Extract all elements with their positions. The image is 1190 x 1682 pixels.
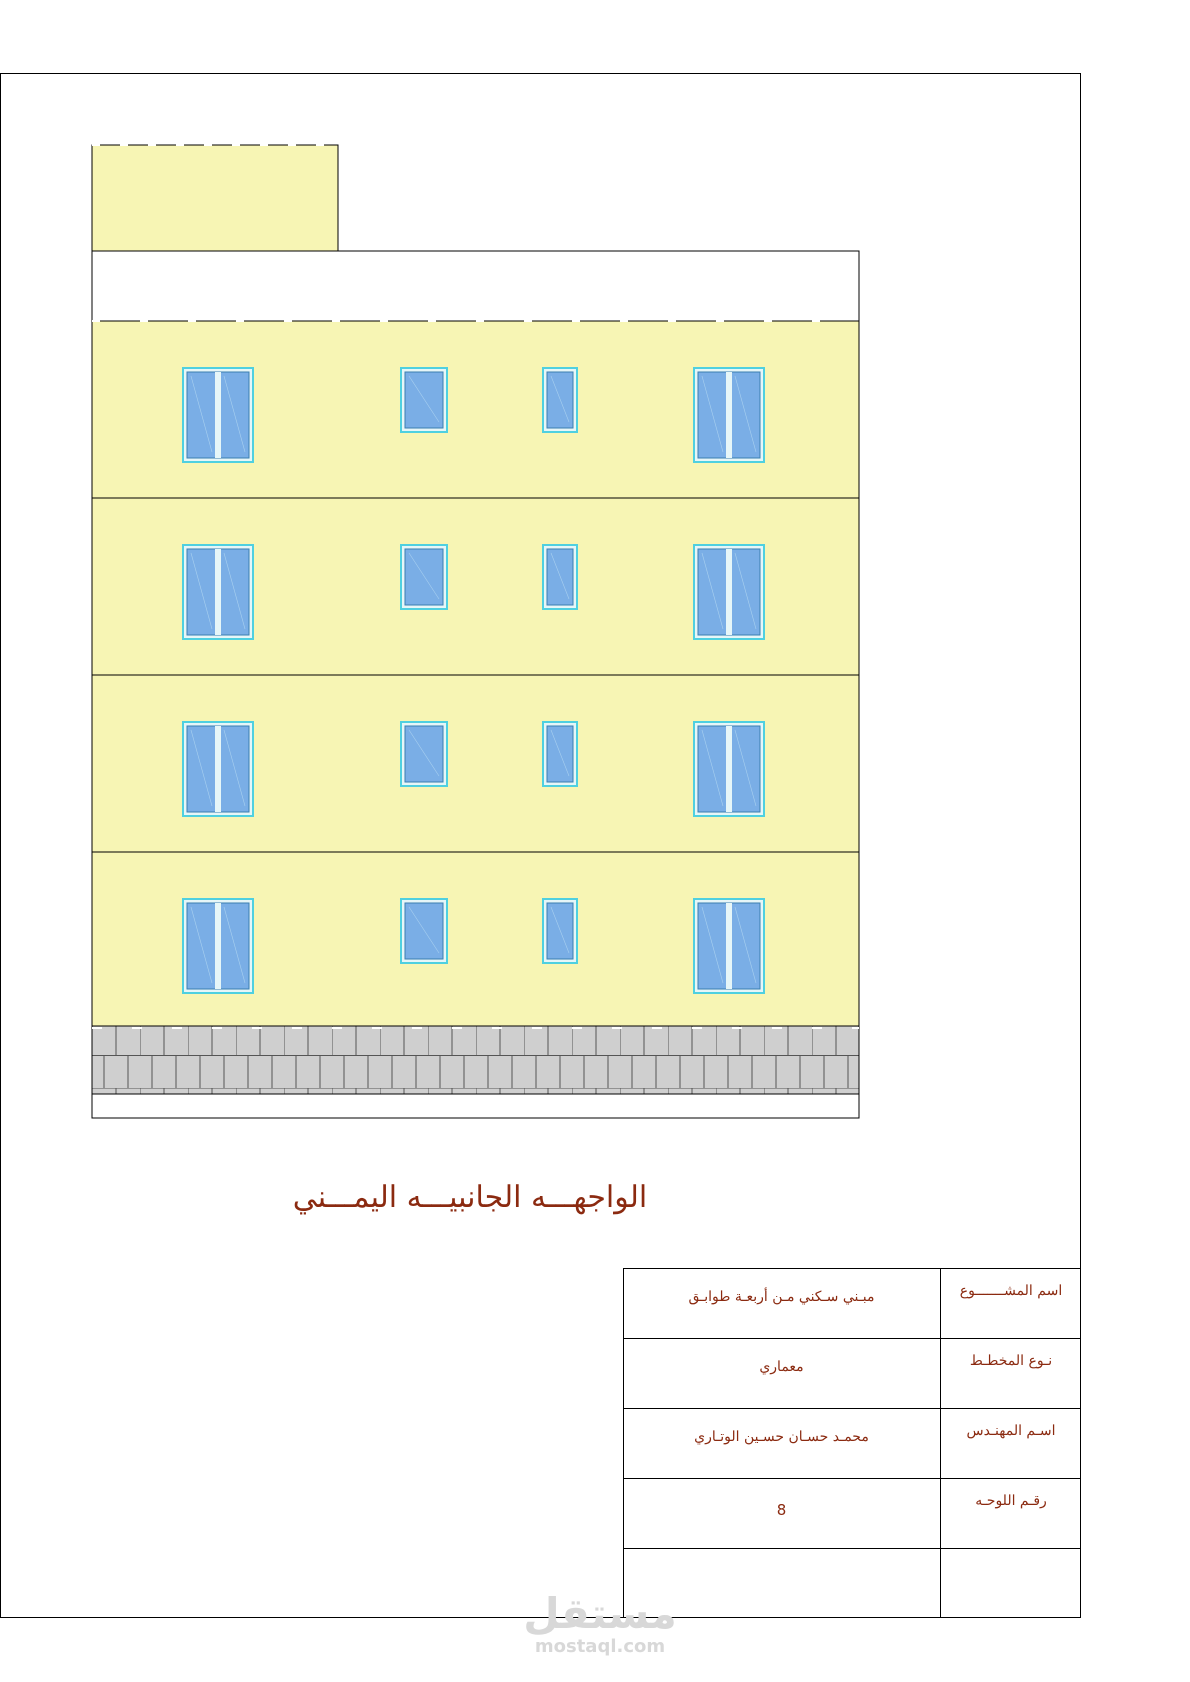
project-name-value: مبـني سـكني مـن أربعـة طوابـق — [688, 1289, 875, 1305]
watermark-latin: mostaql.com — [534, 1636, 666, 1657]
window-double-floor3-1 — [183, 722, 253, 816]
title-block-row-plan-type — [623, 1338, 1081, 1408]
engineer-name-value: محمـد حسـان حسـين الوتـاري — [694, 1429, 869, 1445]
window-double-floor4-1 — [183, 899, 253, 993]
ground-strip — [92, 1094, 859, 1118]
watermark — [520, 1589, 680, 1658]
sheet-number-label: رقـم اللوحـه — [940, 1479, 1081, 1548]
window-double-floor4-4 — [694, 899, 764, 993]
window-narrow-floor3-3 — [543, 722, 577, 786]
window-double-floor1-1 — [183, 368, 253, 462]
title-block-row-sheet-number — [623, 1478, 1081, 1548]
watermark-arabic: مستقل — [523, 1589, 677, 1638]
window-narrow-floor1-3 — [543, 368, 577, 432]
window-double-floor1-4 — [694, 368, 764, 462]
sheet-number-value: 8 — [776, 1501, 787, 1519]
engineer-name-label: اسـم المهنـدس — [940, 1409, 1081, 1478]
window-single-floor1-2 — [401, 368, 447, 432]
window-double-floor3-4 — [694, 722, 764, 816]
title-block — [623, 1268, 1081, 1618]
window-single-floor2-2 — [401, 545, 447, 609]
window-double-floor2-1 — [183, 545, 253, 639]
elevation-title: الواجهـــه الجانبيـــه اليمـــني — [292, 1180, 648, 1215]
title-block-row-engineer — [623, 1408, 1081, 1478]
window-narrow-floor2-3 — [543, 545, 577, 609]
window-double-floor2-4 — [694, 545, 764, 639]
plan-type-label: نـوع المخطـط — [940, 1339, 1081, 1408]
project-name-label: اسم المشـــــــوع — [940, 1269, 1081, 1338]
parapet — [92, 251, 859, 321]
window-single-floor4-2 — [401, 899, 447, 963]
window-single-floor3-2 — [401, 722, 447, 786]
window-narrow-floor4-3 — [543, 899, 577, 963]
roof-stair-room — [92, 145, 338, 251]
stone-base — [92, 1026, 859, 1094]
title-block-row-empty — [623, 1548, 1081, 1618]
title-block-row-project — [623, 1268, 1081, 1338]
plan-type-value: معماري — [759, 1359, 804, 1375]
empty-label — [940, 1549, 1081, 1618]
